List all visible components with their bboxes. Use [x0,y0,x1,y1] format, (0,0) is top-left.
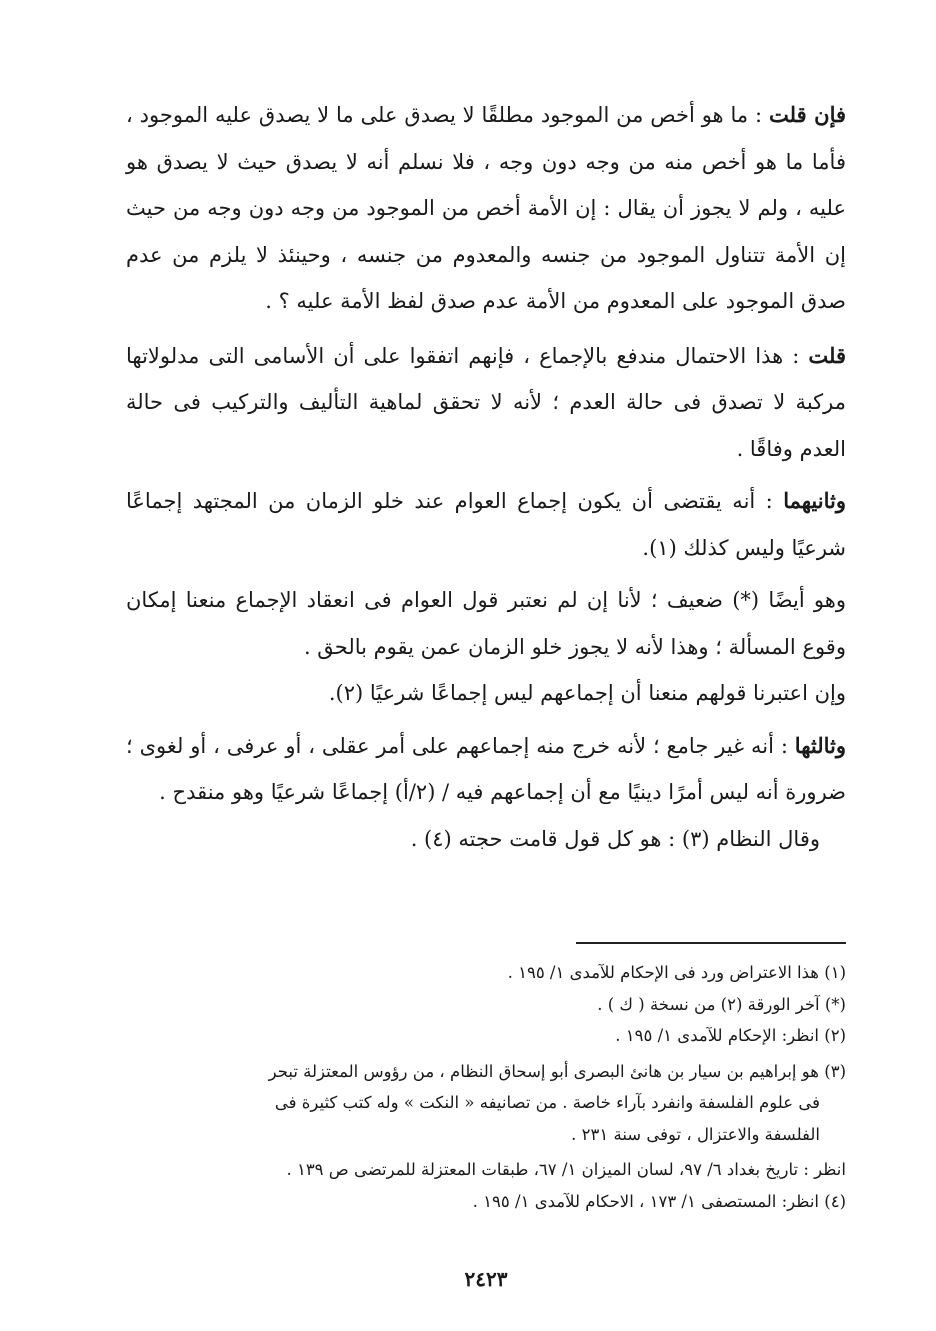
footnote-3-line-2: فى علوم الفلسفة وانفرد بآراء خاصة . من تصانيفه « النكت » وله كتب كثيرة فى [274,1093,820,1112]
paragraph-if-considered: وإن اعتبرنا قولهم منعنا أن إجماعهم ليس إجماعًا شرعيًا (٢). [328,681,846,705]
main-text [126,92,846,862]
footnote-star: (*) آخر الورقة (٢) من نسخة ( ك ) . [597,994,846,1014]
footnote-3-references: انظر : تاريخ بغداد ٦/ ٩٧، لسان الميزان ١/ ٦٧، طبقات المعتزلة للمرتضى ص ١٣٩ . [286,1160,846,1179]
paragraph-second-objection-lead-term: وثانيهما [783,488,846,513]
book-page [126,92,846,1312]
footnote-3-line-3: الفلسفة والاعتزال ، توفى سنة ٢٣١ . [571,1124,820,1144]
paragraph-third-objection: وثالثها : أنه غير جامع ؛ لأنه خرج منه إجماعهم على أمر عقلى ، أو عرفى ، أو لغوى ؛ ضرورة أنه ليس أمرًا دينيًا مع أن إجماعهم فيه / (٢/أ) إجماعًا شرعيًا وهو منقدح . [126,732,846,804]
paragraph-reply: قلت : هذا الاحتمال مندفع بالإجماع ، فإنهم اتفقوا على أن الأسامى التى مدلولاتها مركبة لا تصدق فى حالة العدم ؛ لأنه لا تحقق لماهية التأليف والتركيب فى حالة العدم وفاقًا . [126,342,846,461]
paragraph-objection-lead-term: فإن قلت [769,102,847,127]
paragraph-reply-lead-term: قلت [808,342,846,368]
paragraph-nazzam-definition: وقال النظام (٣) : هو كل قول قامت حجته (٤) . [410,826,820,851]
footnote-1: (١) هذا الاعتراض ورد فى الإحكام للآمدى ١/ ١٩٥ . [507,963,846,982]
paragraph-also-weak: وهو أيضًا (*) ضعيف ؛ لأنا إن لم نعتبر قول العوام فى انعقاد الإجماع منعنا إمكان وقوع المسألة ؛ وهذا لأنه لا يجوز خلو الزمان عمن يقوم بالحق . [126,588,846,659]
paragraph-objection: فإن قلت : ما هو أخص من الموجود مطلقًا لا يصدق على ما لا يصدق عليه الموجود ، فأما ما هو أخص منه من وجه دون وجه ، فلا نسلم أنه لا يصدق حيث لا يصدق هو عليه ، ولم لا يجوز أن يقال : إن الأمة أخص من الموجود من وجه دون وجه من حيث إن الأمة تتناول الموجود من جنسه والمعدوم من جنسه ، وحينئذ لا يلزم من عدم صدق الموجود على المعدوم من الأمة عدم صدق لفظ الأمة عليه ؟ . [126,102,847,313]
page-number: ٢٤٢٣ [464,1267,508,1291]
footnote-4: (٤) انظر: المستصفى ١/ ١٧٣ ، الاحكام للآمدى ١/ ١٩٥ . [472,1191,846,1211]
paragraph-second-objection: وثانيهما : أنه يقتضى أن يكون إجماع العوام عند خلو الزمان من المجتهد إجماعًا شرعيًا وليس كذلك (١). [126,488,846,560]
footnotes [126,957,846,1217]
footnote-3-line-1: (٣) هو إبراهيم بن سيار بن هانئ البصرى أبو إسحاق النظام ، من رؤوس المعتزلة تبحر [268,1061,846,1081]
paragraph-third-objection-lead-term: وثالثها [794,732,846,758]
footnote-divider [576,942,846,944]
footnote-2: (٢) انظر: الإحكام للآمدى ١/ ١٩٥ . [615,1026,846,1045]
